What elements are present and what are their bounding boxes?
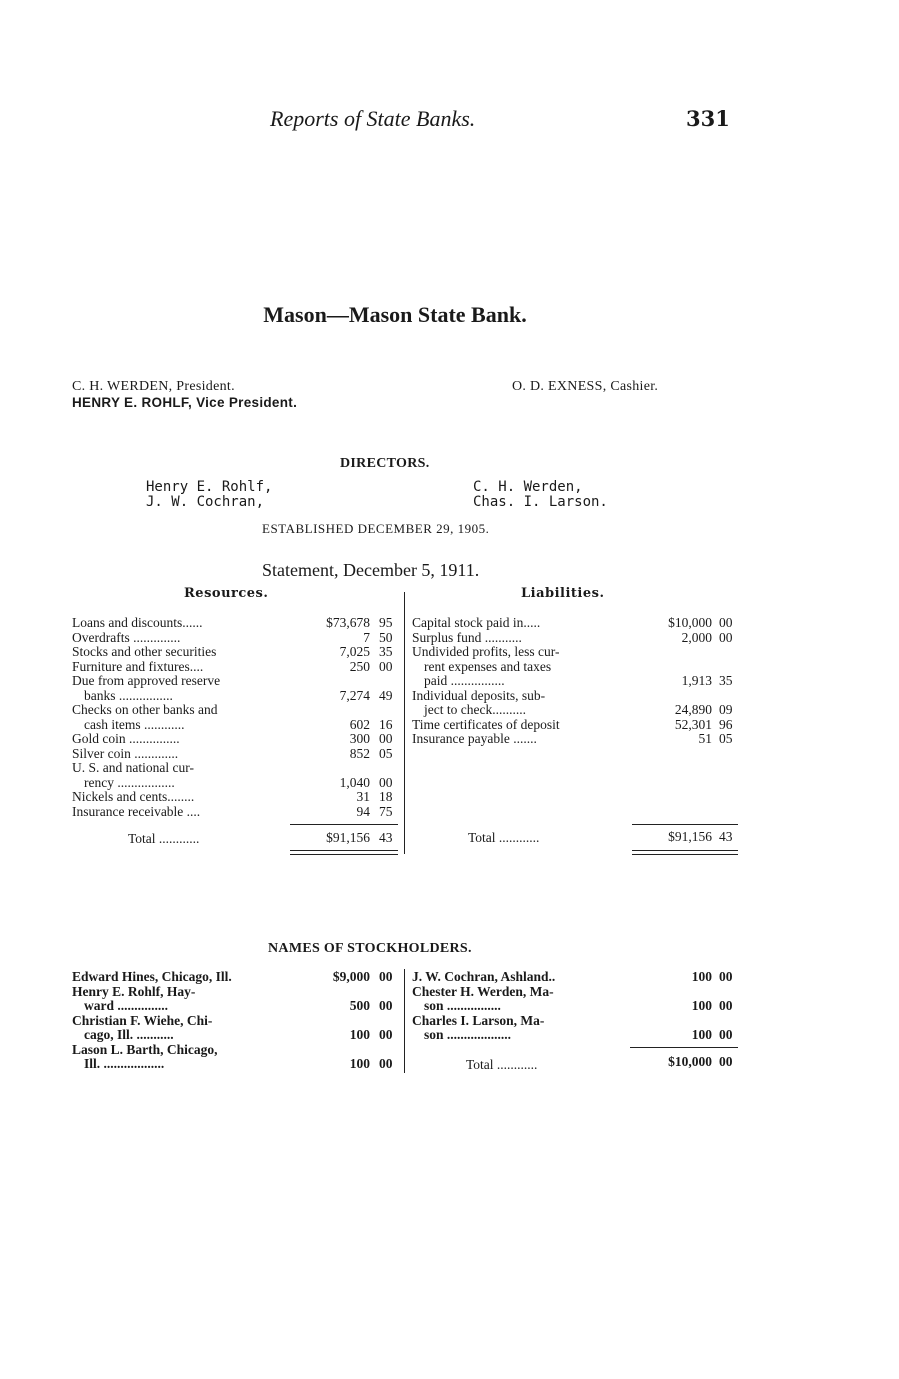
resource-amount: 300 — [349, 731, 370, 746]
established-date: ESTABLISHED DECEMBER 29, 1905. — [262, 521, 490, 536]
resource-amount: 1,040 — [339, 774, 370, 790]
resource-amount: $73,678 — [326, 615, 370, 630]
resources-total-rule — [290, 824, 398, 825]
officer-president: C. H. WERDEN, President. — [72, 379, 235, 394]
liability-cents: 00 — [719, 629, 733, 645]
stockholders-divider — [404, 969, 405, 1073]
stockholder-amount: 100 — [349, 1056, 370, 1071]
resources-total-label: Total ............ — [128, 831, 200, 846]
liability-cents: 05 — [719, 731, 733, 746]
column-divider — [404, 592, 405, 854]
stockholders-total-cents: 00 — [719, 1054, 733, 1069]
liabilities-total-rule — [632, 824, 738, 825]
director-name: C. H. Werden, — [473, 479, 583, 495]
resource-amount: 31 — [356, 789, 370, 804]
stockholder-amount: 100 — [691, 969, 712, 984]
stockholders-total-label: Total ............ — [466, 1057, 538, 1072]
stockholder-cents: 00 — [379, 998, 393, 1013]
resource-line: Silver coin ............. — [72, 745, 179, 761]
resource-amount: 602 — [349, 716, 370, 732]
liability-line: Surplus fund ........... — [412, 629, 522, 645]
liability-amount: 1,913 — [681, 673, 712, 688]
liability-line: Undivided profits, less cur- — [412, 644, 560, 659]
resource-line: Gold coin ............... — [72, 731, 180, 746]
stockholder-amount: 100 — [691, 998, 712, 1013]
stockholder-line: Ill. .................. — [84, 1056, 165, 1071]
resource-line: Loans and discounts...... — [72, 615, 203, 630]
resource-cents: 00 — [379, 731, 393, 746]
resource-cents: 35 — [379, 644, 393, 659]
liability-amount: $10,000 — [668, 615, 712, 630]
resources-total-double-rule — [290, 850, 398, 851]
stockholder-line: son ................... — [424, 1027, 512, 1042]
liability-cents: 35 — [719, 673, 733, 688]
resources-total-double-rule — [290, 854, 398, 855]
stockholder-cents: 00 — [379, 1056, 393, 1071]
stockholder-cents: 00 — [719, 969, 733, 984]
resource-amount: 7,025 — [339, 644, 370, 659]
liability-amount: 51 — [698, 731, 712, 746]
resources-total-cents: 43 — [379, 830, 393, 845]
resource-amount: 250 — [349, 658, 370, 674]
resource-line: Due from approved reserve — [72, 673, 221, 688]
resource-line: banks ................ — [84, 687, 173, 703]
liability-cents: 09 — [719, 702, 733, 717]
stockholder-line: ward ............... — [84, 998, 168, 1013]
liabilities-heading: Liabilities. — [521, 586, 605, 601]
resource-line: U. S. and national cur- — [72, 760, 194, 775]
liabilities-total-amount: $91,156 — [668, 829, 712, 844]
stockholder-line: Christian F. Wiehe, Chi- — [72, 1012, 213, 1028]
liability-line: Insurance payable ....... — [412, 731, 537, 746]
stockholder-amount: 100 — [349, 1027, 370, 1042]
liability-line: paid ................ — [424, 673, 505, 688]
liabilities-total-double-rule — [632, 850, 738, 851]
page-number: 331 — [686, 106, 730, 131]
stockholder-line: Charles I. Larson, Ma- — [412, 1012, 545, 1028]
resource-cents: 95 — [379, 615, 393, 630]
stockholder-amount: $9,000 — [332, 969, 370, 984]
resources-total-amount: $91,156 — [326, 830, 370, 845]
stockholder-line: Lason L. Barth, Chicago, — [72, 1041, 218, 1057]
stockholder-amount: 500 — [349, 998, 370, 1013]
liability-cents: 00 — [719, 615, 733, 630]
resource-line: Furniture and fixtures.... — [72, 658, 204, 674]
resource-line: Insurance receivable .... — [72, 803, 201, 819]
resource-amount: 94 — [356, 803, 370, 819]
stockholder-cents: 00 — [379, 969, 393, 984]
resource-line: Checks on other banks and — [72, 702, 218, 717]
resource-line: Overdrafts .............. — [72, 629, 181, 645]
stockholders-total-rule — [630, 1047, 738, 1048]
stockholder-line: Edward Hines, Chicago, Ill. — [72, 969, 232, 984]
resource-cents: 00 — [379, 774, 393, 790]
liabilities-total-double-rule — [632, 854, 738, 855]
stockholders-total-amount: $10,000 — [668, 1054, 712, 1069]
stockholder-line: Chester H. Werden, Ma- — [412, 983, 554, 999]
stockholder-cents: 00 — [719, 998, 733, 1013]
resource-line: Stocks and other securities — [72, 644, 217, 659]
stockholder-line: J. W. Cochran, Ashland.. — [412, 969, 556, 984]
liability-amount: 52,301 — [674, 716, 712, 732]
stockholder-amount: 100 — [691, 1027, 712, 1042]
stockholder-line: cago, Ill. ........... — [84, 1027, 174, 1042]
resource-cents: 00 — [379, 658, 393, 674]
liability-line: rent expenses and taxes — [424, 658, 552, 674]
director-name: Henry E. Rohlf, — [146, 479, 273, 495]
liability-amount: 2,000 — [681, 629, 712, 645]
resource-cents: 50 — [379, 629, 393, 645]
officer-vice-president: HENRY E. ROHLF, Vice President. — [72, 395, 298, 410]
liabilities-total-cents: 43 — [719, 829, 733, 844]
bank-title: Mason—Mason State Bank. — [263, 302, 527, 327]
liability-amount: 24,890 — [674, 702, 712, 717]
liability-line: ject to check.......... — [424, 702, 526, 717]
director-name: Chas. I. Larson. — [473, 494, 608, 510]
running-title: Reports of State Banks. — [270, 106, 476, 131]
stockholder-line: Henry E. Rohlf, Hay- — [72, 983, 196, 999]
stockholders-heading: NAMES OF STOCKHOLDERS. — [268, 941, 472, 956]
stockholder-cents: 00 — [719, 1027, 733, 1042]
resource-amount: 7 — [363, 629, 370, 645]
statement-title: Statement, December 5, 1911. — [262, 560, 480, 580]
liabilities-total-label: Total ............ — [468, 830, 540, 845]
resource-cents: 75 — [379, 803, 393, 819]
stockholder-line: son ................ — [424, 998, 501, 1013]
resource-cents: 18 — [379, 789, 393, 804]
resource-line: rency ................. — [84, 774, 175, 790]
resource-amount: 852 — [349, 745, 370, 761]
liability-cents: 96 — [719, 716, 733, 732]
stockholder-cents: 00 — [379, 1027, 393, 1042]
resource-amount: 7,274 — [339, 687, 370, 703]
liability-line: Time certificates of deposit — [412, 716, 560, 732]
liability-line: Individual deposits, sub- — [412, 687, 546, 703]
resource-line: cash items ............ — [84, 716, 185, 732]
resource-cents: 16 — [379, 716, 393, 732]
resource-cents: 05 — [379, 745, 393, 761]
liability-line: Capital stock paid in..... — [412, 615, 541, 630]
resources-heading: Resources. — [184, 586, 269, 601]
resource-line: Nickels and cents........ — [72, 789, 195, 804]
directors-heading: DIRECTORS. — [340, 456, 430, 471]
director-name: J. W. Cochran, — [146, 494, 265, 510]
officer-cashier: O. D. EXNESS, Cashier. — [512, 379, 659, 394]
resource-cents: 49 — [379, 687, 393, 703]
